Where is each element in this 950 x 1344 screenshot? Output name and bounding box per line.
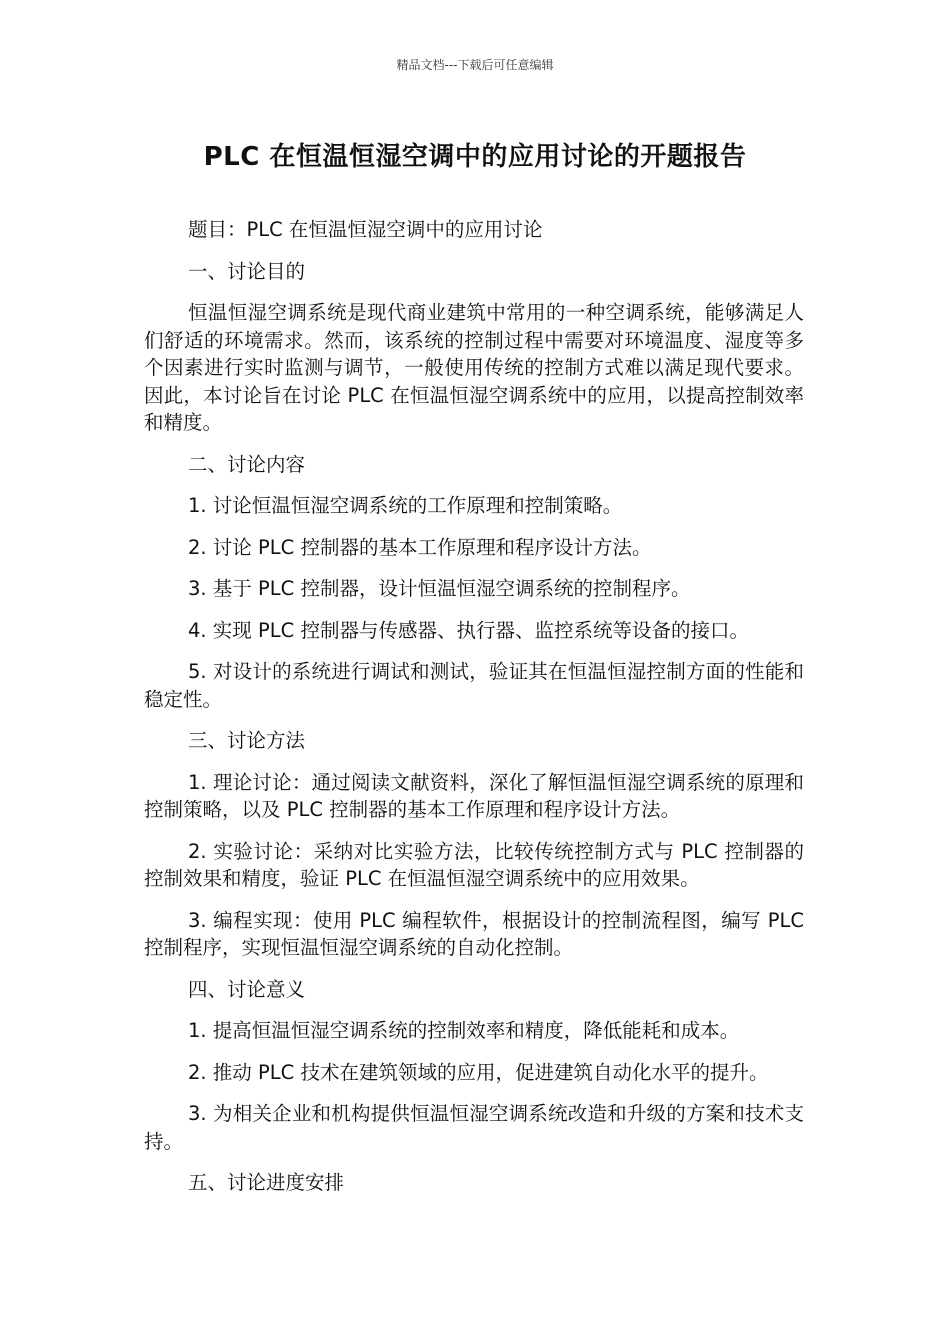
- content-item-2: 2. 讨论 PLC 控制器的基本工作原理和程序设计方法。: [188, 535, 652, 559]
- page-header: 精品文档---下载后可任意编辑: [396, 58, 554, 72]
- content-item-4: 4. 实现 PLC 控制器与传感器、执行器、监控系统等设备的接口。: [188, 618, 749, 642]
- purpose-paragraph: 恒温恒湿空调系统是现代商业建筑中常用的一种空调系统，能够满足人们舒适的环境需求。然而，该系统的控制过程中需要对环境温度、湿度等多个因素进行实时监测与调节，一般使用传统的控制方式难以满足现代要求。因此，本讨论旨在讨论 PLC 在恒温恒湿空调系统中的应用，以提高控制效率和精度。: [144, 301, 804, 434]
- significance-item-2: 2. 推动 PLC 技术在建筑领域的应用，促进建筑自动化水平的提升。: [188, 1060, 769, 1084]
- method-item-2: 2. 实验讨论：采纳对比实验方法，比较传统控制方式与 PLC 控制器的控制效果和精度，验证 PLC 在恒温恒湿空调系统中的应用效果。: [144, 839, 804, 890]
- section-heading-purpose: 一、讨论目的: [188, 259, 306, 283]
- content-item-5: 5. 对设计的系统进行调试和测试，验证其在恒温恒湿控制方面的性能和稳定性。: [144, 660, 804, 711]
- significance-item-3: 3. 为相关企业和机构提供恒温恒湿空调系统改造和升级的方案和技术支持。: [144, 1102, 804, 1153]
- section-heading-content: 二、讨论内容: [188, 452, 306, 476]
- topic-line: 题目：PLC 在恒温恒湿空调中的应用讨论: [188, 218, 543, 241]
- document-title: PLC 在恒温恒湿空调中的应用讨论的开题报告: [203, 142, 747, 172]
- method-item-3: 3. 编程实现：使用 PLC 编程软件，根据设计的控制流程图，编写 PLC 控制程序，实现恒温恒湿空调系统的自动化控制。: [144, 908, 804, 959]
- method-item-1: 1. 理论讨论：通过阅读文献资料，深化了解恒温恒湿空调系统的原理和控制策略，以及 PLC 控制器的基本工作原理和程序设计方法。: [144, 770, 804, 821]
- content-item-1: 1. 讨论恒温恒湿空调系统的工作原理和控制策略。: [188, 494, 623, 517]
- section-heading-method: 三、讨论方法: [188, 729, 306, 752]
- section-heading-schedule: 五、讨论进度安排: [188, 1171, 345, 1194]
- section-heading-significance: 四、讨论意义: [188, 977, 306, 1001]
- document-body: [144, 216, 804, 1211]
- content-item-3: 3. 基于 PLC 控制器，设计恒温恒湿空调系统的控制程序。: [188, 577, 691, 600]
- significance-item-1: 1. 提高恒温恒湿空调系统的控制效率和精度，降低能耗和成本。: [188, 1019, 740, 1042]
